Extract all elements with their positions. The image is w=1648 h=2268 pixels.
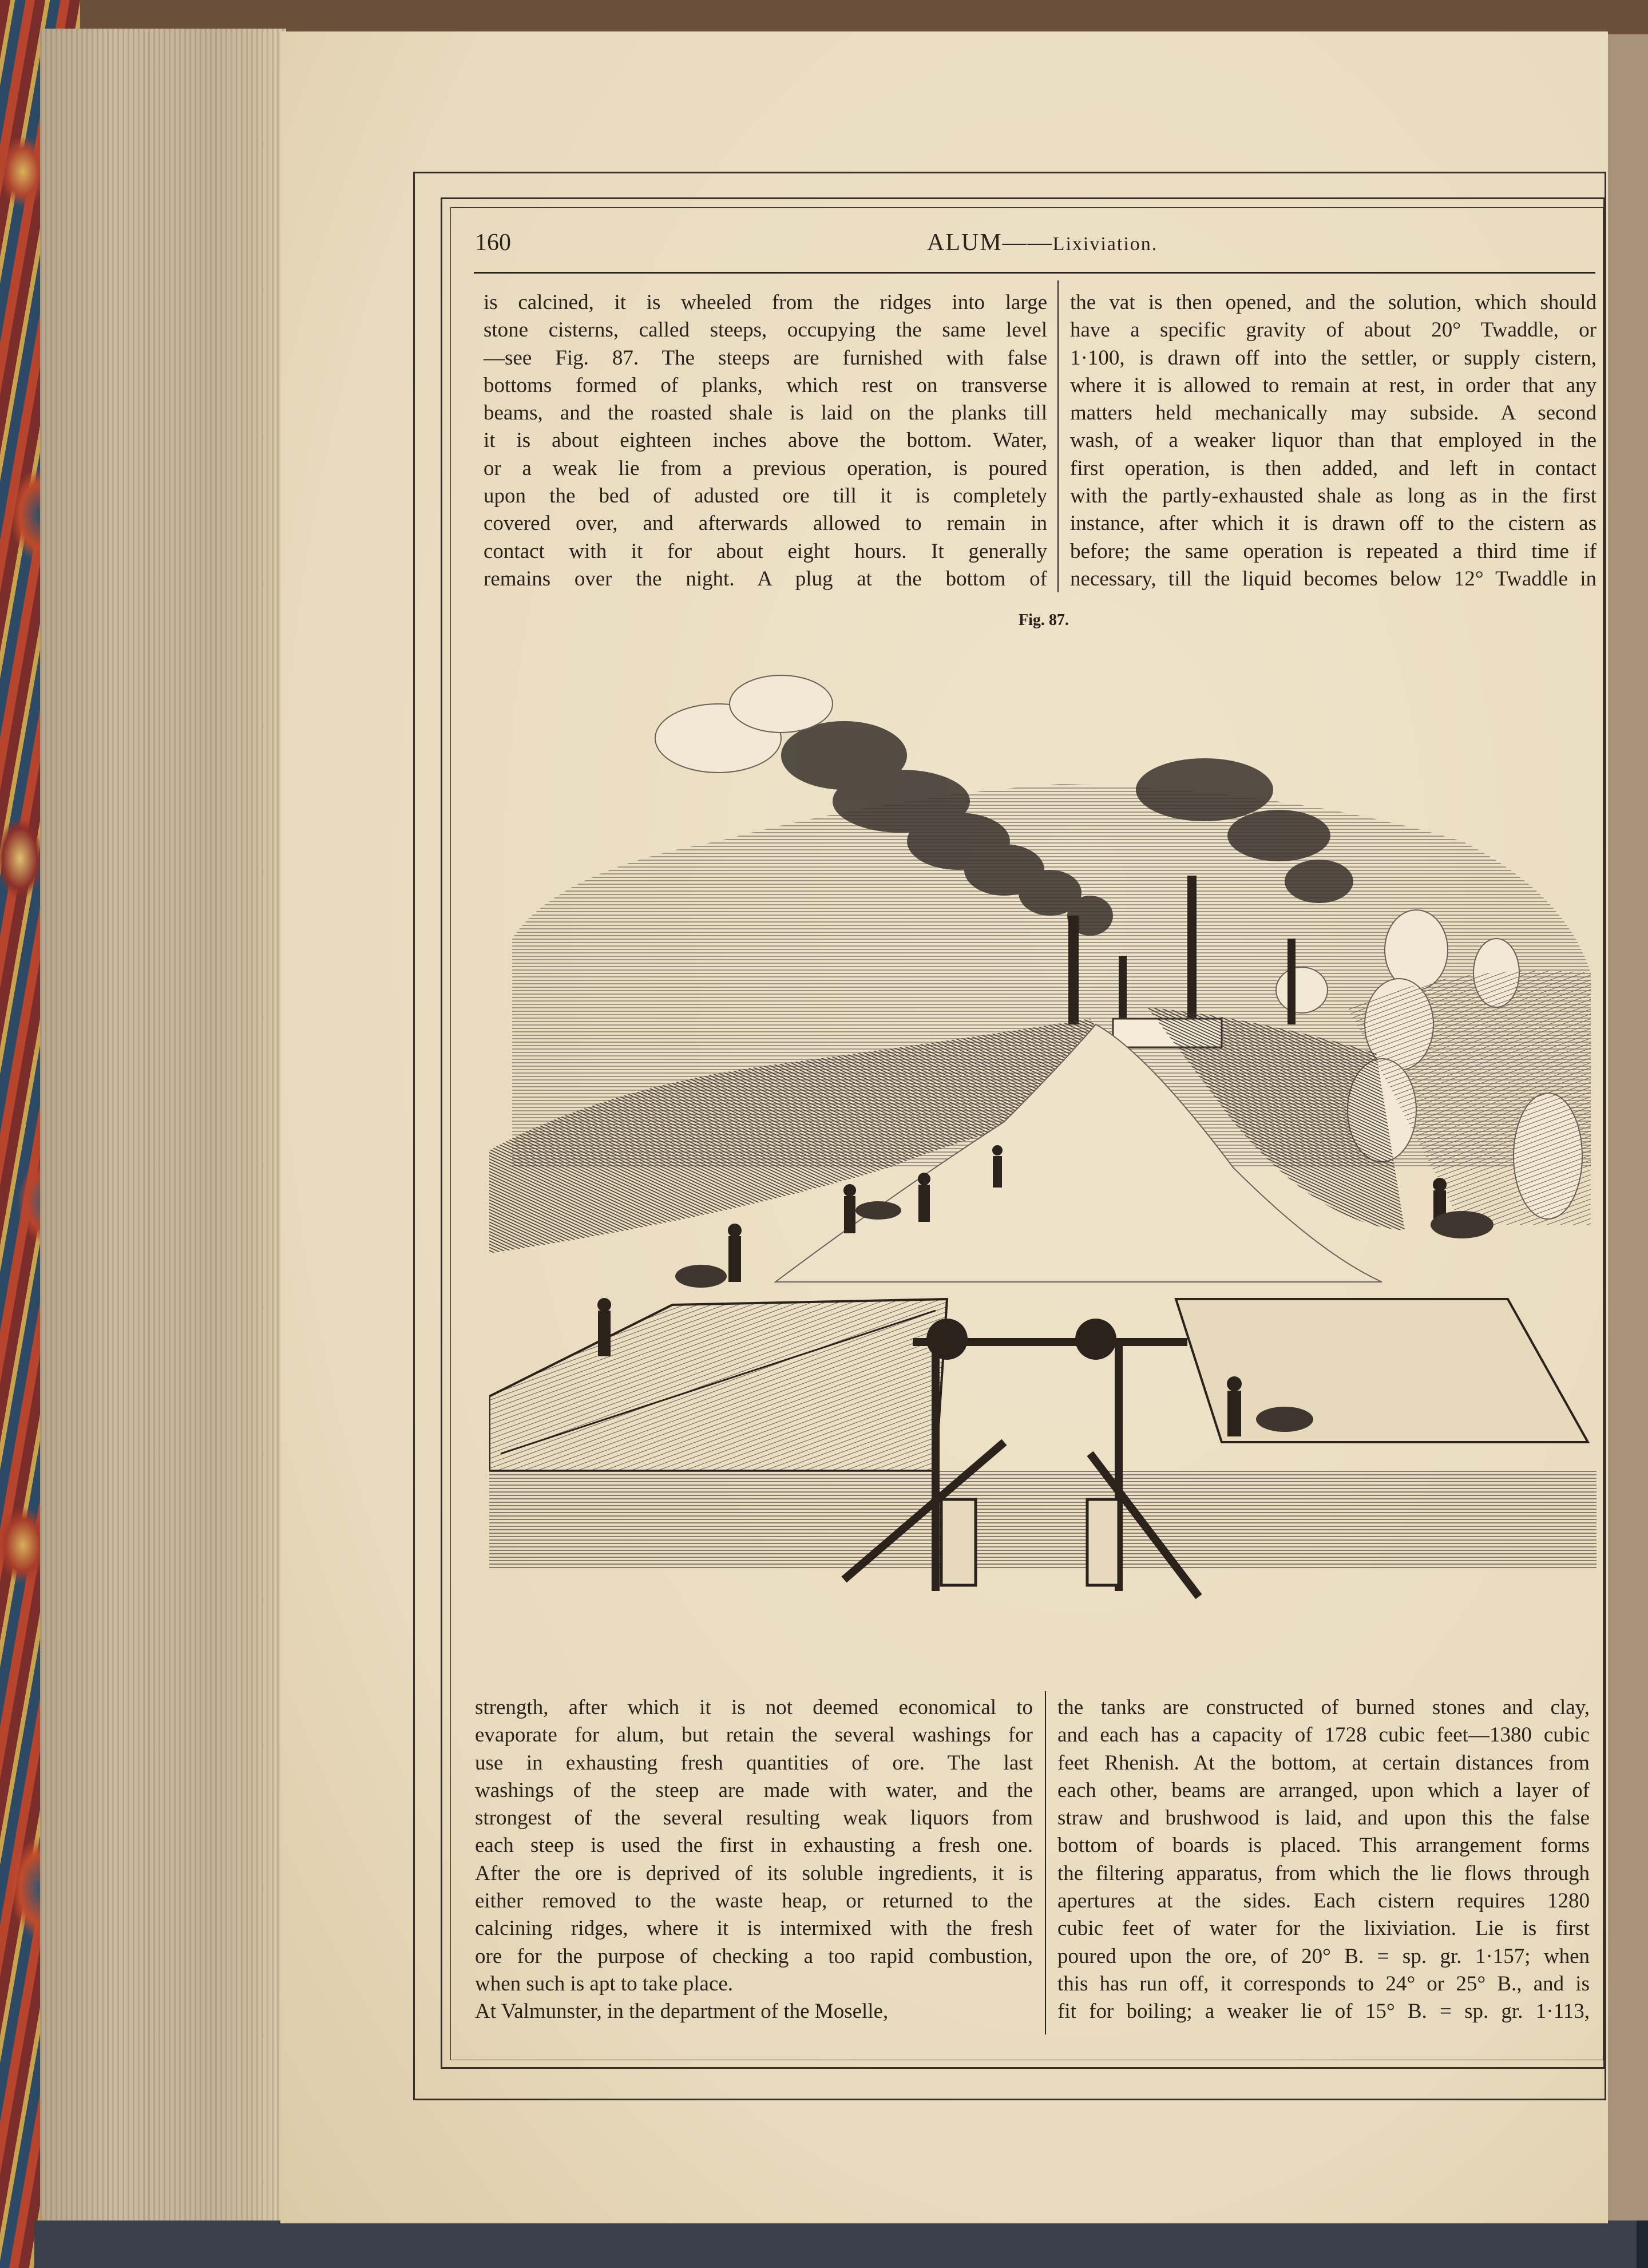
text-line: or a weak lie from a previous operation, is poured <box>484 456 1047 480</box>
text-line: have a specific gravity of about 20° Twaddle, or <box>1070 318 1596 342</box>
text-line: the tanks are constructed of burned stones and clay, <box>1057 1696 1590 1719</box>
text-column-bottom-right <box>1057 1694 1590 2026</box>
running-head <box>927 229 1158 263</box>
text-line: bottoms formed of planks, which rest on transverse <box>484 373 1047 397</box>
text-column-top-right <box>1070 289 1596 593</box>
pump-cylinder-right <box>1087 1499 1119 1585</box>
text-line: 1·100, is drawn off into the settler, or supply cistern, <box>1070 346 1596 370</box>
text-line: calcining ridges, where it is intermixed with the fresh <box>475 1917 1033 1941</box>
text-line: stone cisterns, called steeps, occupying the same level <box>484 318 1047 342</box>
text-line: strength, after which it is not deemed economical to <box>475 1696 1033 1719</box>
text-line: it is about eighteen inches above the bottom. Water, <box>484 429 1047 453</box>
text-line: before; the same operation is repeated a third time if <box>1070 539 1596 563</box>
steep-cistern-left <box>489 1299 947 1471</box>
text-line: fit for boiling; a weaker lie of 15° B. = sp. gr. 1·113, <box>1057 2000 1590 2024</box>
book-right-edge <box>1608 34 1648 2220</box>
text-line: matters held mechanically may subside. A second <box>1070 401 1596 425</box>
text-line: After the ore is deprived of its soluble ingredients, it is <box>475 1861 1033 1885</box>
text-line: remains over the night. A plug at the bottom of <box>484 567 1047 591</box>
text-line: instance, after which it is drawn off to the cistern as <box>1070 512 1596 536</box>
running-head-main: ALUM—— <box>927 229 1053 256</box>
text-line: beams, and the roasted shale is laid on the planks till <box>484 401 1047 425</box>
text-line: contact with it for about eight hours. It generally <box>484 539 1047 563</box>
text-line: use in exhausting fresh quantities of ore. The last <box>475 1751 1033 1775</box>
text-line: the filtering apparatus, from which the lie flows through <box>1057 1861 1590 1885</box>
text-line: either removed to the waste heap, or returned to the <box>475 1889 1033 1913</box>
text-line: —see Fig. 87. The steeps are furnished with false <box>484 346 1047 370</box>
text-line: where it is allowed to remain at rest, in order that any <box>1070 373 1596 397</box>
text-line: straw and brushwood is laid, and upon this the false <box>1057 1806 1590 1830</box>
text-line: each other, beams are arranged, upon which a layer of <box>1057 1778 1590 1802</box>
text-column-bottom-left <box>475 1694 1033 2026</box>
text-line: first operation, is then added, and left in contact <box>1070 456 1596 480</box>
running-head-sub: Lixiviation. <box>1052 233 1158 255</box>
text-line: strongest of the several resulting weak liquors from <box>475 1806 1033 1830</box>
cistern-floor <box>489 1471 1596 1568</box>
text-line: evaporate for alum, but retain the several washings for <box>475 1723 1033 1747</box>
text-line: is calcined, it is wheeled from the ridges into large <box>484 291 1047 314</box>
column-divider-top <box>1057 280 1059 592</box>
pump-cylinder-left <box>941 1499 976 1585</box>
text-line: feet Rhenish. At the bottom, at certain distances from <box>1057 1751 1590 1775</box>
column-divider-bottom <box>1045 1691 1046 2035</box>
text-line: wash, of a weaker liquor than that employed in the <box>1070 429 1596 453</box>
text-line: with the partly-exhausted shale as long as in the first <box>1070 484 1596 508</box>
text-line: washings of the steep are made with water, and the <box>475 1778 1033 1802</box>
text-line: covered over, and afterwards allowed to remain in <box>484 512 1047 536</box>
page-fore-edge <box>40 29 286 2220</box>
text-line: when such is apt to take place. <box>475 1972 734 1996</box>
text-column-top-left <box>484 289 1047 593</box>
text-line: the vat is then opened, and the solution, which should <box>1070 291 1596 314</box>
text-line: poured upon the ore, of 20° B. = sp. gr. 1·157; when <box>1057 1944 1590 1968</box>
engraving-alum-works <box>489 652 1596 1660</box>
header-rule <box>474 272 1595 274</box>
text-line: bottom of boards is placed. This arrangement forms <box>1057 1834 1590 1858</box>
text-line: apertures at the sides. Each cistern requires 1280 <box>1057 1889 1590 1913</box>
text-line: cubic feet of water for the lixiviation. Lie is first <box>1057 1917 1590 1941</box>
text-line: upon the bed of adusted ore till it is completely <box>484 484 1047 508</box>
text-line: At Valmunster, in the department of the Moselle, <box>475 2000 889 2024</box>
text-line: and each has a capacity of 1728 cubic feet—1380 cubic <box>1057 1723 1590 1747</box>
text-line: each steep is used the first in exhausting a fresh one. <box>475 1834 1033 1858</box>
figure-caption: Fig. 87. <box>1019 611 1069 629</box>
page-number: 160 <box>475 229 511 256</box>
text-line: necessary, till the liquid becomes below 12° Twaddle in <box>1070 567 1596 591</box>
book-bottom-edge <box>34 2220 1637 2268</box>
text-line: ore for the purpose of checking a too rapid combustion, <box>475 1944 1033 1968</box>
text-line: this has run off, it corresponds to 24° or 25° B., and is <box>1057 1972 1590 1996</box>
